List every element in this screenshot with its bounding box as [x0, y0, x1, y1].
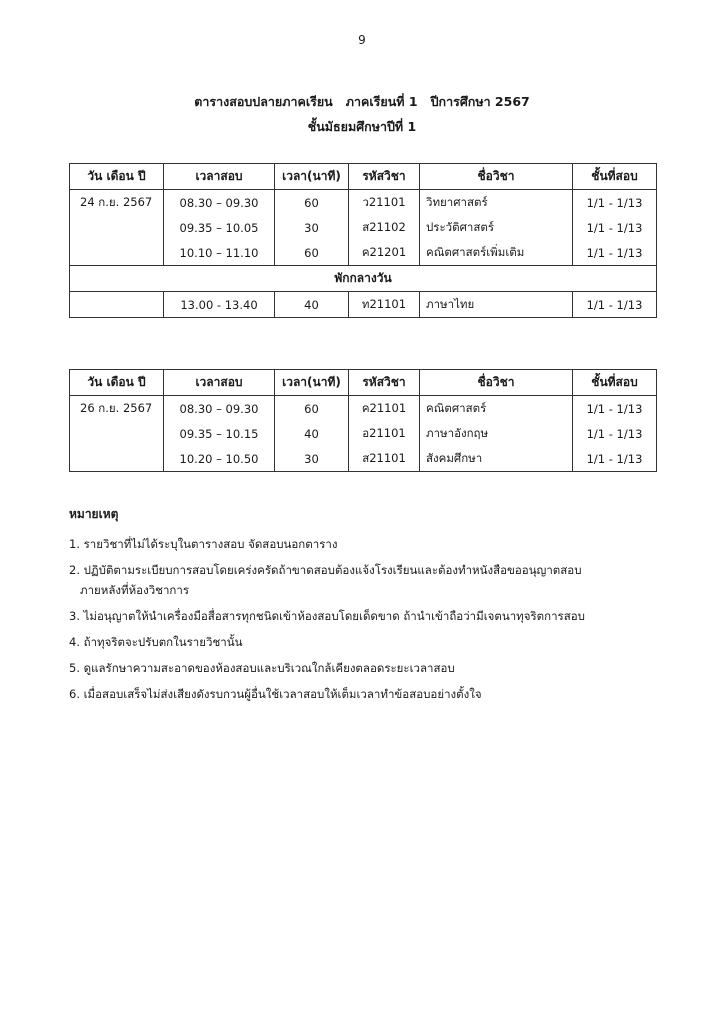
exam-minutes: 30	[275, 215, 349, 240]
exam-minutes: 60	[275, 396, 349, 422]
subject-code: ค21101	[349, 396, 420, 422]
note-item: 1. รายวิชาที่ไม่ได้ระบุในตารางสอบ จัดสอบนอกตาราง	[69, 537, 338, 551]
exam-class: 1/1 - 1/13	[573, 396, 657, 422]
note-text-continuation: ภายหลังที่ห้องวิชาการ	[80, 583, 190, 597]
subject-name: คณิตศาสตร์	[420, 396, 573, 422]
exam-minutes: 60	[275, 240, 349, 266]
column-header-subject: ชื่อวิชา	[420, 370, 573, 396]
table-header-row	[70, 370, 657, 396]
column-header-class: ชั้นที่สอบ	[573, 370, 657, 396]
table-row	[70, 446, 657, 472]
column-header-minutes: เวลา(นาที)	[275, 164, 349, 190]
table-row	[70, 421, 657, 446]
exam-minutes: 40	[275, 421, 349, 446]
exam-time: 08.30 – 09.30	[164, 396, 275, 422]
exam-date-empty	[70, 421, 164, 446]
column-header-date: วัน เดือน ปี	[70, 164, 164, 190]
table-row	[70, 215, 657, 240]
subject-code: ส21101	[349, 446, 420, 472]
exam-time: 09.35 – 10.05	[164, 215, 275, 240]
exam-date-empty	[70, 292, 164, 318]
lunch-break-label: พักกลางวัน	[70, 266, 657, 292]
subject-code: ว21101	[349, 190, 420, 216]
exam-minutes: 60	[275, 190, 349, 216]
subject-code: ค21201	[349, 240, 420, 266]
exam-class: 1/1 - 1/13	[573, 446, 657, 472]
column-header-subject: ชื่อวิชา	[420, 164, 573, 190]
exam-date-empty	[70, 240, 164, 266]
page-title: ตารางสอบปลายภาคเรียน ภาคเรียนที่ 1 ปีการศึกษา 2567	[194, 94, 530, 109]
column-header-time: เวลาสอบ	[164, 164, 275, 190]
note-item: 6. เมื่อสอบเสร็จไม่ส่งเสียงดังรบกวนผู้อื่นใช้เวลาสอบให้เต็มเวลาทำข้อสอบอย่างตั้งใจ	[69, 687, 482, 701]
exam-minutes: 30	[275, 446, 349, 472]
lunch-break-row	[70, 266, 657, 292]
page-subtitle: ชั้นมัธยมศึกษาปีที่ 1	[307, 119, 417, 134]
column-header-minutes: เวลา(นาที)	[275, 370, 349, 396]
column-header-code: รหัสวิชา	[349, 164, 420, 190]
subject-name: ประวัติศาสตร์	[420, 215, 573, 240]
note-text: 2. ปฏิบัติตามระเบียบการสอบโดยเคร่งครัดถ้าขาดสอบต้องแจ้งโรงเรียนและต้องทำหนังสือขออนุญาตสอบ	[69, 563, 582, 577]
exam-class: 1/1 - 1/13	[573, 240, 657, 266]
subject-name: ภาษาไทย	[420, 292, 573, 318]
note-item: 4. ถ้าทุจริตจะปรับตกในรายวิชานั้น	[69, 635, 243, 649]
exam-class: 1/1 - 1/13	[573, 421, 657, 446]
exam-schedule-table-2	[69, 369, 657, 472]
exam-time: 09.35 – 10.15	[164, 421, 275, 446]
notes-title: หมายเหตุ	[69, 507, 119, 521]
exam-class: 1/1 - 1/13	[573, 292, 657, 318]
exam-date: 24 ก.ย. 2567	[70, 190, 164, 216]
table-row	[70, 292, 657, 318]
exam-minutes: 40	[275, 292, 349, 318]
subject-code: ท21101	[349, 292, 420, 318]
notes-section	[69, 505, 689, 712]
exam-date-empty	[70, 215, 164, 240]
column-header-time: เวลาสอบ	[164, 370, 275, 396]
table-row	[70, 190, 657, 216]
column-header-date: วัน เดือน ปี	[70, 370, 164, 396]
exam-time: 13.00 - 13.40	[164, 292, 275, 318]
exam-date: 26 ก.ย. 2567	[70, 396, 164, 422]
subject-name: ภาษาอังกฤษ	[420, 421, 573, 446]
table-row	[70, 396, 657, 422]
column-header-code: รหัสวิชา	[349, 370, 420, 396]
table-row	[70, 240, 657, 266]
note-item: 3. ไม่อนุญาตให้นำเครื่องมือสื่อสารทุกชนิดเข้าห้องสอบโดยเด็ดขาด ถ้านำเข้าถือว่ามีเจตนาทุจริตการสอบ	[69, 609, 585, 623]
exam-class: 1/1 - 1/13	[573, 190, 657, 216]
exam-time: 10.20 – 10.50	[164, 446, 275, 472]
subject-name: สังคมศึกษา	[420, 446, 573, 472]
subject-name: วิทยาศาสตร์	[420, 190, 573, 216]
exam-time: 10.10 – 11.10	[164, 240, 275, 266]
subject-name: คณิตศาสตร์เพิ่มเติม	[420, 240, 573, 266]
exam-time: 08.30 – 09.30	[164, 190, 275, 216]
subject-code: อ21101	[349, 421, 420, 446]
column-header-class: ชั้นที่สอบ	[573, 164, 657, 190]
table-header-row	[70, 164, 657, 190]
note-item: 5. ดูแลรักษาความสะอาดของห้องสอบและบริเวณใกล้เคียงตลอดระยะเวลาสอบ	[69, 661, 455, 675]
subject-code: ส21102	[349, 215, 420, 240]
note-item	[69, 562, 689, 608]
page-number: 9	[358, 33, 366, 47]
exam-schedule-table-1	[69, 163, 657, 318]
exam-class: 1/1 - 1/13	[573, 215, 657, 240]
exam-date-empty	[70, 446, 164, 472]
